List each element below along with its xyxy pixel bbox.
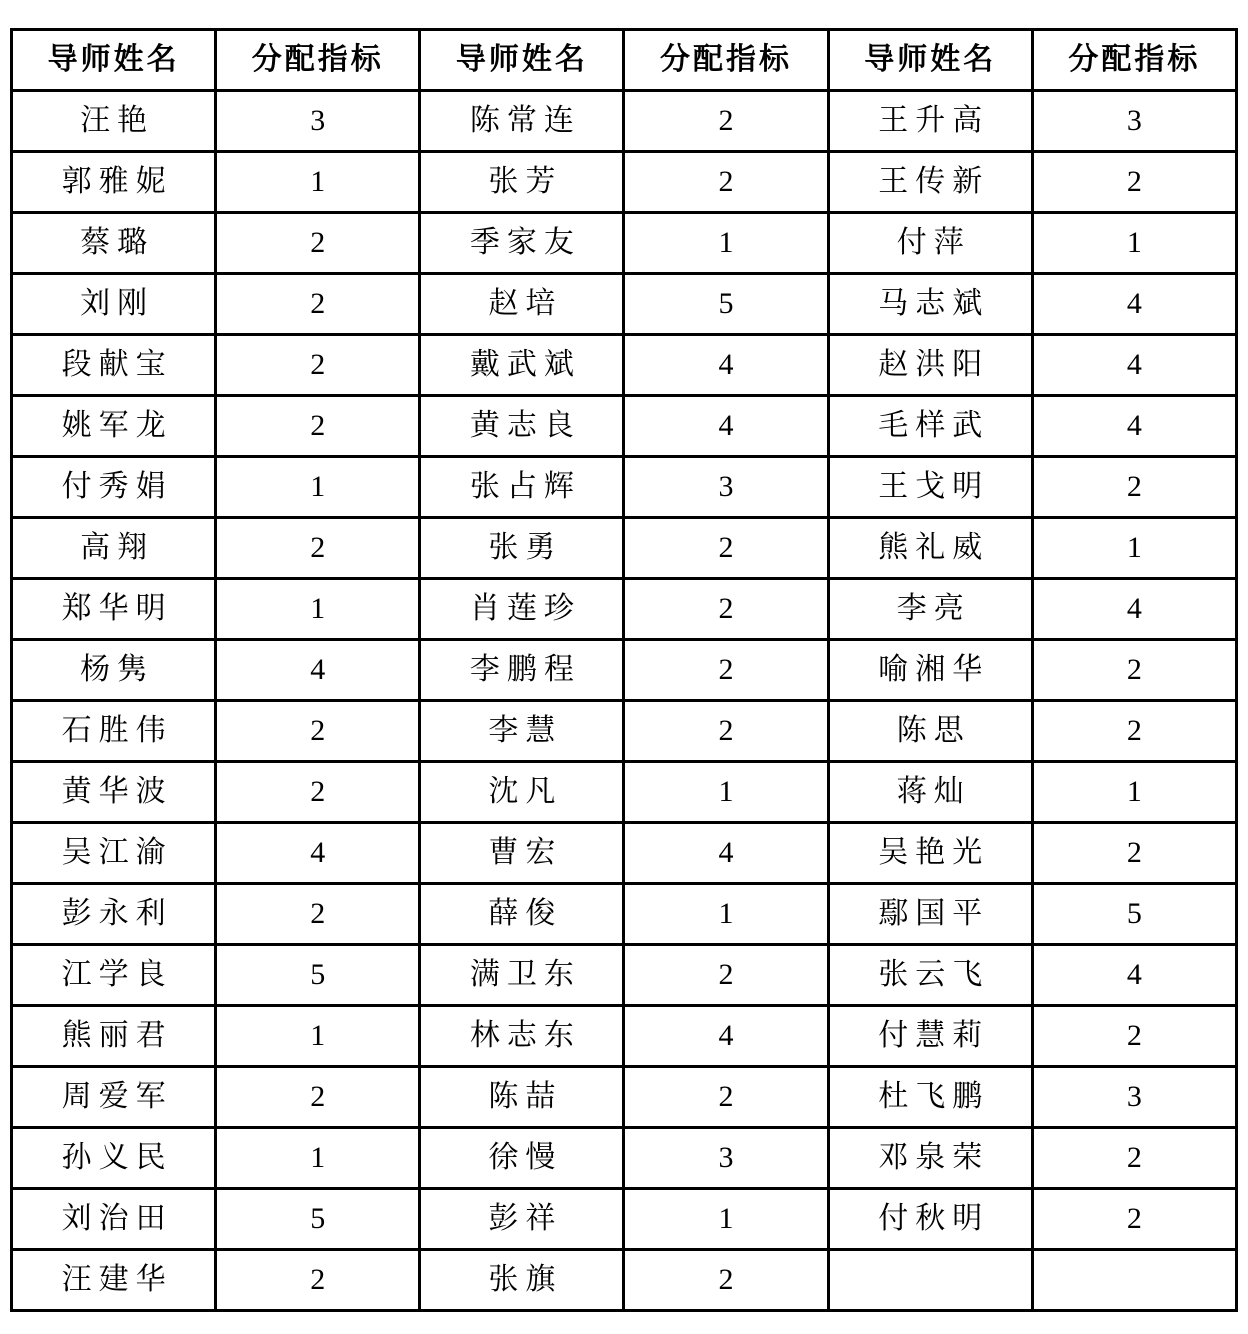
table-header xyxy=(12,30,1237,91)
quota-value-cell: 4 xyxy=(1032,396,1236,457)
mentor-name-cell: 肖莲珍 xyxy=(420,579,624,640)
mentor-name-cell: 蔡璐 xyxy=(12,213,216,274)
quota-value-cell: 4 xyxy=(624,823,828,884)
mentor-name-cell: 杨隽 xyxy=(12,640,216,701)
table-row xyxy=(12,91,1237,152)
quota-value-cell: 2 xyxy=(624,518,828,579)
quota-value-cell: 4 xyxy=(1032,335,1236,396)
mentor-name-cell: 王升高 xyxy=(828,91,1032,152)
mentor-name-cell: 杜飞鹏 xyxy=(828,1067,1032,1128)
mentor-name-cell: 付秋明 xyxy=(828,1189,1032,1250)
table-row xyxy=(12,701,1237,762)
quota-value-cell: 3 xyxy=(216,91,420,152)
mentor-name-cell: 黄华波 xyxy=(12,762,216,823)
quota-value-cell: 5 xyxy=(624,274,828,335)
mentor-name-cell: 徐慢 xyxy=(420,1128,624,1189)
quota-value-cell: 2 xyxy=(1032,1189,1236,1250)
mentor-name-cell: 薛俊 xyxy=(420,884,624,945)
quota-value-cell: 4 xyxy=(1032,274,1236,335)
mentor-name-cell: 陈常连 xyxy=(420,91,624,152)
mentor-name-cell: 邓泉荣 xyxy=(828,1128,1032,1189)
mentor-name-cell: 王戈明 xyxy=(828,457,1032,518)
quota-value-cell: 2 xyxy=(624,1067,828,1128)
quota-value-cell: 2 xyxy=(624,579,828,640)
quota-value-cell: 4 xyxy=(624,335,828,396)
table-row xyxy=(12,396,1237,457)
quota-value-cell: 1 xyxy=(624,213,828,274)
mentor-name-cell: 石胜伟 xyxy=(12,701,216,762)
table-row xyxy=(12,1189,1237,1250)
mentor-name-cell: 刘治田 xyxy=(12,1189,216,1250)
quota-value-cell: 5 xyxy=(216,945,420,1006)
quota-value-cell: 2 xyxy=(216,518,420,579)
mentor-name-cell: 熊礼威 xyxy=(828,518,1032,579)
mentor-name-cell: 马志斌 xyxy=(828,274,1032,335)
quota-value-cell: 4 xyxy=(1032,579,1236,640)
quota-value-cell: 4 xyxy=(216,823,420,884)
mentor-name-cell: 高翔 xyxy=(12,518,216,579)
header-row xyxy=(12,30,1237,91)
quota-value-cell: 5 xyxy=(216,1189,420,1250)
quota-value-cell: 1 xyxy=(216,1006,420,1067)
table-row xyxy=(12,1006,1237,1067)
quota-value-cell: 4 xyxy=(1032,945,1236,1006)
table-row xyxy=(12,457,1237,518)
quota-value-cell: 1 xyxy=(624,884,828,945)
mentor-name-cell: 张旗 xyxy=(420,1250,624,1311)
quota-value-cell: 2 xyxy=(216,884,420,945)
mentor-name-cell: 刘刚 xyxy=(12,274,216,335)
table-row xyxy=(12,762,1237,823)
mentor-name-cell: 李鹏程 xyxy=(420,640,624,701)
mentor-name-cell: 汪艳 xyxy=(12,91,216,152)
table-row xyxy=(12,823,1237,884)
mentor-name-cell: 汪建华 xyxy=(12,1250,216,1311)
mentor-name-cell: 郭雅妮 xyxy=(12,152,216,213)
quota-value-cell: 1 xyxy=(216,457,420,518)
mentor-name-cell: 张占辉 xyxy=(420,457,624,518)
table-row xyxy=(12,945,1237,1006)
quota-value-cell: 3 xyxy=(1032,91,1236,152)
mentor-name-cell: 张芳 xyxy=(420,152,624,213)
header-quota-1: 分配指标 xyxy=(216,30,420,91)
quota-value-cell xyxy=(1032,1250,1236,1311)
mentor-name-cell: 李慧 xyxy=(420,701,624,762)
table-row xyxy=(12,1250,1237,1311)
quota-value-cell: 2 xyxy=(216,274,420,335)
mentor-name-cell: 毛样武 xyxy=(828,396,1032,457)
quota-value-cell: 2 xyxy=(216,213,420,274)
quota-value-cell: 2 xyxy=(1032,1128,1236,1189)
quota-value-cell: 2 xyxy=(624,91,828,152)
mentor-name-cell: 戴武斌 xyxy=(420,335,624,396)
quota-value-cell: 2 xyxy=(216,701,420,762)
mentor-name-cell: 周爱军 xyxy=(12,1067,216,1128)
quota-value-cell: 2 xyxy=(624,945,828,1006)
quota-value-cell: 2 xyxy=(216,1067,420,1128)
mentor-name-cell: 彭永利 xyxy=(12,884,216,945)
quota-value-cell: 2 xyxy=(624,152,828,213)
mentor-name-cell: 张云飞 xyxy=(828,945,1032,1006)
quota-value-cell: 2 xyxy=(216,396,420,457)
header-quota-2: 分配指标 xyxy=(624,30,828,91)
mentor-name-cell: 张勇 xyxy=(420,518,624,579)
mentor-name-cell xyxy=(828,1250,1032,1311)
mentor-name-cell: 沈凡 xyxy=(420,762,624,823)
quota-value-cell: 1 xyxy=(624,762,828,823)
quota-value-cell: 4 xyxy=(624,1006,828,1067)
quota-value-cell: 2 xyxy=(216,762,420,823)
table-row xyxy=(12,213,1237,274)
mentor-name-cell: 满卫东 xyxy=(420,945,624,1006)
quota-value-cell: 1 xyxy=(216,579,420,640)
mentor-name-cell: 熊丽君 xyxy=(12,1006,216,1067)
quota-value-cell: 2 xyxy=(624,701,828,762)
mentor-name-cell: 江学良 xyxy=(12,945,216,1006)
quota-value-cell: 2 xyxy=(624,1250,828,1311)
quota-value-cell: 2 xyxy=(216,335,420,396)
mentor-name-cell: 郑华明 xyxy=(12,579,216,640)
mentor-name-cell: 付萍 xyxy=(828,213,1032,274)
quota-value-cell: 1 xyxy=(216,1128,420,1189)
header-quota-3: 分配指标 xyxy=(1032,30,1236,91)
quota-value-cell: 1 xyxy=(624,1189,828,1250)
table-row xyxy=(12,579,1237,640)
mentor-name-cell: 姚军龙 xyxy=(12,396,216,457)
quota-value-cell: 2 xyxy=(1032,701,1236,762)
quota-value-cell: 3 xyxy=(1032,1067,1236,1128)
mentor-name-cell: 付秀娟 xyxy=(12,457,216,518)
table-row xyxy=(12,274,1237,335)
header-mentor-name-1: 导师姓名 xyxy=(12,30,216,91)
mentor-name-cell: 李亮 xyxy=(828,579,1032,640)
mentor-name-cell: 付慧莉 xyxy=(828,1006,1032,1067)
mentor-name-cell: 彭祥 xyxy=(420,1189,624,1250)
table-row xyxy=(12,152,1237,213)
mentor-name-cell: 吴江渝 xyxy=(12,823,216,884)
header-mentor-name-2: 导师姓名 xyxy=(420,30,624,91)
mentor-name-cell: 林志东 xyxy=(420,1006,624,1067)
quota-value-cell: 3 xyxy=(624,457,828,518)
mentor-name-cell: 曹宏 xyxy=(420,823,624,884)
mentor-name-cell: 赵培 xyxy=(420,274,624,335)
quota-value-cell: 5 xyxy=(1032,884,1236,945)
mentor-name-cell: 王传新 xyxy=(828,152,1032,213)
quota-value-cell: 2 xyxy=(1032,823,1236,884)
quota-value-cell: 1 xyxy=(1032,518,1236,579)
quota-value-cell: 2 xyxy=(624,640,828,701)
mentor-name-cell: 吴艳光 xyxy=(828,823,1032,884)
quota-value-cell: 2 xyxy=(216,1250,420,1311)
mentor-name-cell: 蒋灿 xyxy=(828,762,1032,823)
mentor-quota-table xyxy=(10,28,1238,1312)
mentor-name-cell: 黄志良 xyxy=(420,396,624,457)
table-row xyxy=(12,1128,1237,1189)
quota-value-cell: 2 xyxy=(1032,1006,1236,1067)
table-row xyxy=(12,1067,1237,1128)
quota-value-cell: 1 xyxy=(1032,213,1236,274)
mentor-name-cell: 喻湘华 xyxy=(828,640,1032,701)
mentor-name-cell: 段献宝 xyxy=(12,335,216,396)
table-body xyxy=(12,91,1237,1311)
mentor-name-cell: 鄢国平 xyxy=(828,884,1032,945)
quota-value-cell: 4 xyxy=(624,396,828,457)
mentor-name-cell: 陈喆 xyxy=(420,1067,624,1128)
mentor-name-cell: 赵洪阳 xyxy=(828,335,1032,396)
quota-value-cell: 4 xyxy=(216,640,420,701)
quota-value-cell: 3 xyxy=(624,1128,828,1189)
quota-value-cell: 2 xyxy=(1032,640,1236,701)
table-row xyxy=(12,640,1237,701)
table-row xyxy=(12,518,1237,579)
quota-value-cell: 1 xyxy=(1032,762,1236,823)
mentor-name-cell: 陈思 xyxy=(828,701,1032,762)
header-mentor-name-3: 导师姓名 xyxy=(828,30,1032,91)
table-row xyxy=(12,884,1237,945)
quota-value-cell: 1 xyxy=(216,152,420,213)
table-row xyxy=(12,335,1237,396)
quota-value-cell: 2 xyxy=(1032,457,1236,518)
mentor-name-cell: 孙义民 xyxy=(12,1128,216,1189)
quota-value-cell: 2 xyxy=(1032,152,1236,213)
mentor-name-cell: 季家友 xyxy=(420,213,624,274)
